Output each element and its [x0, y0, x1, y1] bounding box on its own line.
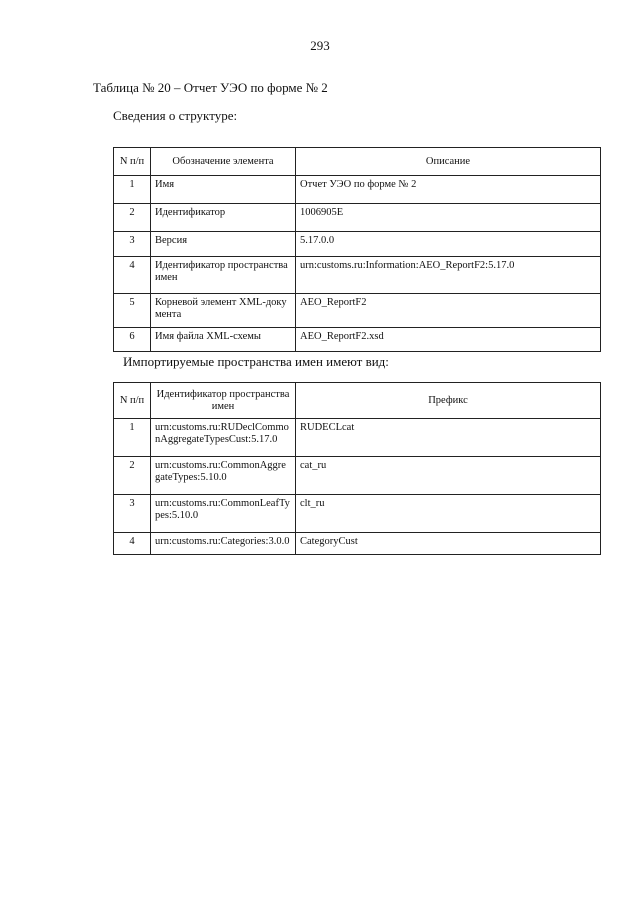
table-row: [114, 176, 601, 204]
header-namespace: Идентификатор пространства имен: [151, 383, 296, 419]
row-prefix: CategoryCust: [296, 533, 601, 555]
row-description: Отчет УЭО по форме № 2: [296, 176, 601, 204]
row-namespace: urn:customs.ru:CommonAggregateTypes:5.10.0: [151, 457, 296, 495]
row-num: 6: [114, 328, 151, 352]
row-prefix: clt_ru: [296, 495, 601, 533]
header-description: Описание: [296, 148, 601, 176]
row-namespace: urn:customs.ru:CommonLeafTypes:5.10.0: [151, 495, 296, 533]
table-caption: Таблица № 20 – Отчет УЭО по форме № 2: [93, 80, 328, 95]
row-description: 1006905E: [296, 204, 601, 232]
page-number: 293: [310, 38, 330, 53]
row-element: Имя: [151, 176, 296, 204]
namespaces-table: [113, 382, 601, 555]
table-row: [114, 204, 601, 232]
header-element: Обозначение элемента: [151, 148, 296, 176]
structure-table: [113, 147, 601, 352]
row-description: AEO_ReportF2.xsd: [296, 328, 601, 352]
table-row: [114, 257, 601, 294]
row-prefix: RUDECLcat: [296, 419, 601, 457]
table-header-row: [114, 148, 601, 176]
header-prefix: Префикс: [296, 383, 601, 419]
table-row: [114, 495, 601, 533]
header-num: N п/п: [114, 148, 151, 176]
row-element: Идентификатор пространства имен: [151, 257, 296, 294]
table-row: [114, 232, 601, 257]
row-num: 3: [114, 232, 151, 257]
row-namespace: urn:customs.ru:Categories:3.0.0: [151, 533, 296, 555]
table-row: [114, 419, 601, 457]
table-header-row: [114, 383, 601, 419]
row-prefix: cat_ru: [296, 457, 601, 495]
header-num: N п/п: [114, 383, 151, 419]
row-num: 4: [114, 533, 151, 555]
row-namespace: urn:customs.ru:RUDeclCommonAggregateTypesCust:5.17.0: [151, 419, 296, 457]
row-element: Корневой элемент XML-документа: [151, 294, 296, 328]
row-num: 2: [114, 457, 151, 495]
row-num: 2: [114, 204, 151, 232]
row-description: 5.17.0.0: [296, 232, 601, 257]
table-row: [114, 533, 601, 555]
row-element: Имя файла XML-схемы: [151, 328, 296, 352]
row-num: 5: [114, 294, 151, 328]
row-description: AEO_ReportF2: [296, 294, 601, 328]
table-row: [114, 457, 601, 495]
row-num: 3: [114, 495, 151, 533]
structure-section-title: Сведения о структуре:: [113, 108, 238, 123]
table-row: [114, 294, 601, 328]
row-num: 1: [114, 419, 151, 457]
row-num: 4: [114, 257, 151, 294]
namespaces-section-title: Импортируемые пространства имен имеют вид:: [123, 354, 389, 369]
row-element: Идентификатор: [151, 204, 296, 232]
row-description: urn:customs.ru:Information:AEO_ReportF2:5.17.0: [296, 257, 601, 294]
table-row: [114, 328, 601, 352]
row-element: Версия: [151, 232, 296, 257]
row-num: 1: [114, 176, 151, 204]
